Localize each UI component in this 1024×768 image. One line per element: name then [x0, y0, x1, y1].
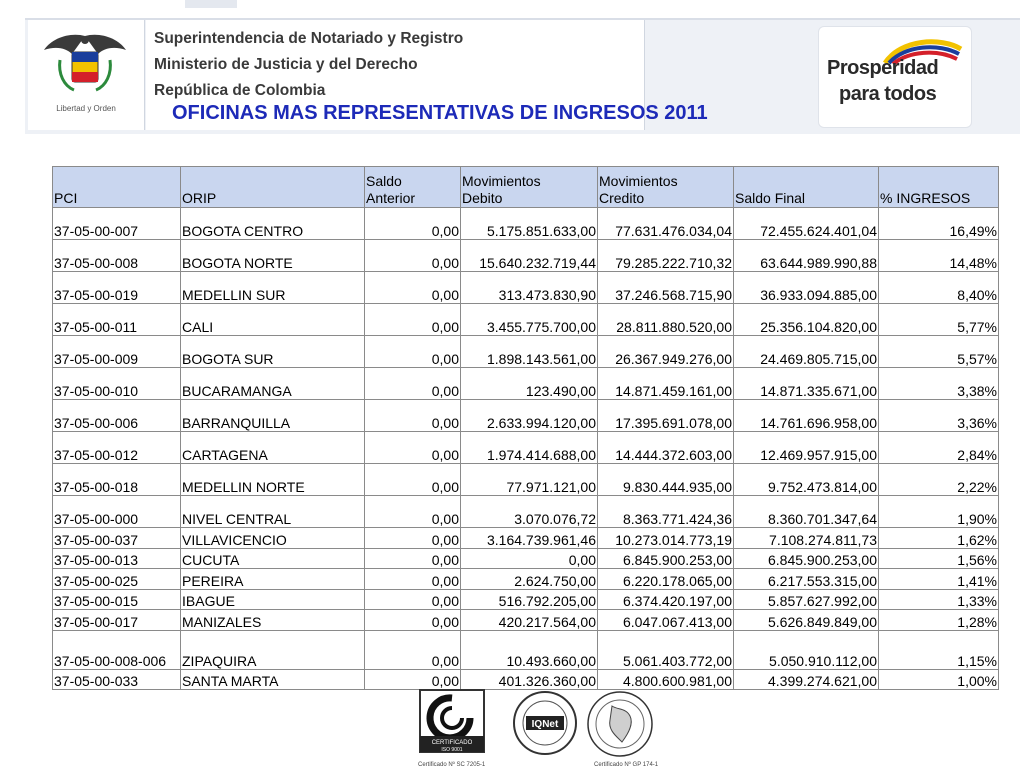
cell-credito: 6.047.067.413,00 — [598, 610, 734, 631]
cell-orip: CARTAGENA — [181, 432, 365, 464]
cell-credito: 17.395.691.078,00 — [598, 400, 734, 432]
cert1-sub: ISO 9001 — [441, 747, 463, 753]
cell-pci: 37-05-00-018 — [53, 464, 181, 496]
cell-saldo-anterior: 0,00 — [365, 336, 461, 368]
cell-ingresos: 1,00% — [879, 669, 999, 690]
cell-credito: 28.811.880.520,00 — [598, 304, 734, 336]
cell-saldo-final: 14.761.696.958,00 — [734, 400, 879, 432]
cell-orip: CUCUTA — [181, 548, 365, 569]
cell-debito: 1.898.143.561,00 — [461, 336, 598, 368]
cell-ingresos: 1,56% — [879, 548, 999, 569]
cell-orip: PEREIRA — [181, 569, 365, 590]
cell-debito: 2.624.750,00 — [461, 569, 598, 590]
prosperidad-logo — [818, 26, 972, 128]
cell-orip: NIVEL CENTRAL — [181, 496, 365, 528]
iqnet-seal-icon — [512, 690, 578, 756]
country-line: República de Colombia — [154, 82, 326, 99]
cell-credito: 77.631.476.034,04 — [598, 208, 734, 240]
cert1-number: Certificado Nº SC 7205-1 — [418, 762, 486, 768]
cell-orip: IBAGUE — [181, 589, 365, 610]
header-mov-debito — [461, 167, 598, 208]
cell-orip: MEDELLIN SUR — [181, 272, 365, 304]
cell-ingresos: 1,90% — [879, 496, 999, 528]
cell-saldo-final: 25.356.104.820,00 — [734, 304, 879, 336]
cell-pci: 37-05-00-008 — [53, 240, 181, 272]
cell-debito: 77.971.121,00 — [461, 464, 598, 496]
cell-ingresos: 1,28% — [879, 610, 999, 631]
crest-caption: Libertad y Orden — [56, 104, 116, 113]
cell-debito: 0,00 — [461, 548, 598, 569]
cell-saldo-anterior: 0,00 — [365, 548, 461, 569]
cell-ingresos: 3,36% — [879, 400, 999, 432]
cell-ingresos: 8,40% — [879, 272, 999, 304]
cell-debito: 3.455.775.700,00 — [461, 304, 598, 336]
cell-saldo-final: 14.871.335.671,00 — [734, 368, 879, 400]
table-row — [53, 368, 999, 400]
cell-pci: 37-05-00-015 — [53, 589, 181, 610]
cell-saldo-anterior: 0,00 — [365, 669, 461, 690]
cell-pci: 37-05-00-033 — [53, 669, 181, 690]
table-row — [53, 610, 999, 631]
cell-debito: 15.640.232.719,44 — [461, 240, 598, 272]
cell-saldo-anterior: 0,00 — [365, 589, 461, 610]
cell-saldo-final: 7.108.274.811,73 — [734, 528, 879, 549]
table-row — [53, 336, 999, 368]
cell-orip: SANTA MARTA — [181, 669, 365, 690]
cell-saldo-final: 12.469.957.915,00 — [734, 432, 879, 464]
table-row — [53, 400, 999, 432]
header-mov-credito-l2: Credito — [599, 190, 645, 206]
cell-pci: 37-05-00-037 — [53, 528, 181, 549]
cell-ingresos: 5,57% — [879, 336, 999, 368]
cell-debito: 2.633.994.120,00 — [461, 400, 598, 432]
income-table — [52, 166, 999, 690]
cell-saldo-final: 8.360.701.347,64 — [734, 496, 879, 528]
cell-credito: 4.800.600.981,00 — [598, 669, 734, 690]
cell-pci: 37-05-00-000 — [53, 496, 181, 528]
cell-debito: 10.493.660,00 — [461, 630, 598, 669]
table-row — [53, 528, 999, 549]
table-row — [53, 240, 999, 272]
cell-ingresos: 2,84% — [879, 432, 999, 464]
cell-credito: 6.220.178.065,00 — [598, 569, 734, 590]
table-row — [53, 569, 999, 590]
cell-saldo-final: 36.933.094.885,00 — [734, 272, 879, 304]
condor-crest-icon — [40, 30, 130, 100]
header-saldo-anterior-l1: Saldo — [366, 173, 402, 189]
cell-orip: BOGOTA NORTE — [181, 240, 365, 272]
table-row — [53, 496, 999, 528]
cell-orip: ZIPAQUIRA — [181, 630, 365, 669]
cert3-number: Certificado Nº GP 174-1 — [594, 762, 659, 768]
cell-orip: MEDELLIN NORTE — [181, 464, 365, 496]
cell-saldo-final: 5.626.849.849,00 — [734, 610, 879, 631]
table-row — [53, 432, 999, 464]
cell-saldo-anterior: 0,00 — [365, 496, 461, 528]
header-ingresos: % INGRESOS — [879, 167, 999, 208]
cell-saldo-anterior: 0,00 — [365, 304, 461, 336]
cell-pci: 37-05-00-025 — [53, 569, 181, 590]
cell-saldo-anterior: 0,00 — [365, 400, 461, 432]
cell-debito: 1.974.414.688,00 — [461, 432, 598, 464]
cell-ingresos: 14,48% — [879, 240, 999, 272]
cell-credito: 26.367.949.276,00 — [598, 336, 734, 368]
cell-pci: 37-05-00-012 — [53, 432, 181, 464]
cell-orip: CALI — [181, 304, 365, 336]
cell-debito: 420.217.564,00 — [461, 610, 598, 631]
cell-debito: 123.490,00 — [461, 368, 598, 400]
cell-orip: BUCARAMANGA — [181, 368, 365, 400]
cell-pci: 37-05-00-006 — [53, 400, 181, 432]
iso-certificate-seal-icon — [418, 688, 486, 762]
cell-pci: 37-05-00-013 — [53, 548, 181, 569]
cell-saldo-anterior: 0,00 — [365, 432, 461, 464]
table-row — [53, 464, 999, 496]
header-orip: ORIP — [181, 167, 365, 208]
table-row — [53, 272, 999, 304]
cell-ingresos: 1,62% — [879, 528, 999, 549]
page-title: OFICINAS MAS REPRESENTATIVAS DE INGRESOS 2011 — [172, 102, 708, 124]
cell-debito: 313.473.830,90 — [461, 272, 598, 304]
cell-orip: VILLAVICENCIO — [181, 528, 365, 549]
ministry-line: Ministerio de Justicia y del Derecho — [154, 56, 418, 73]
cert1-label: CERTIFICADO — [431, 740, 473, 746]
cell-saldo-anterior: 0,00 — [365, 464, 461, 496]
table-row — [53, 630, 999, 669]
cell-ingresos: 1,33% — [879, 589, 999, 610]
cell-credito: 14.871.459.161,00 — [598, 368, 734, 400]
cell-saldo-final: 6.217.553.315,00 — [734, 569, 879, 590]
cell-saldo-final: 9.752.473.814,00 — [734, 464, 879, 496]
cell-orip: BARRANQUILLA — [181, 400, 365, 432]
header-pci: PCI — [53, 167, 181, 208]
cell-credito: 8.363.771.424,36 — [598, 496, 734, 528]
cell-ingresos: 16,49% — [879, 208, 999, 240]
cell-saldo-anterior: 0,00 — [365, 528, 461, 549]
header-mov-debito-l1: Movimientos — [462, 173, 541, 189]
table-row — [53, 208, 999, 240]
cell-pci: 37-05-00-010 — [53, 368, 181, 400]
logo-text-line1: Prosperidad — [827, 57, 939, 79]
cell-credito: 6.845.900.253,00 — [598, 548, 734, 569]
cell-saldo-anterior: 0,00 — [365, 208, 461, 240]
cell-ingresos: 3,38% — [879, 368, 999, 400]
cell-credito: 37.246.568.715,90 — [598, 272, 734, 304]
cell-credito: 5.061.403.772,00 — [598, 630, 734, 669]
cell-saldo-final: 72.455.624.401,04 — [734, 208, 879, 240]
cell-saldo-anterior: 0,00 — [365, 569, 461, 590]
cell-orip: BOGOTA SUR — [181, 336, 365, 368]
header-saldo-final: Saldo Final — [734, 167, 879, 208]
cell-credito: 79.285.222.710,32 — [598, 240, 734, 272]
header-saldo-anterior — [365, 167, 461, 208]
cell-ingresos: 1,15% — [879, 630, 999, 669]
cell-credito: 10.273.014.773,19 — [598, 528, 734, 549]
header-saldo-anterior-l2: Anterior — [366, 190, 416, 206]
cell-orip: MANIZALES — [181, 610, 365, 631]
cell-saldo-anterior: 0,00 — [365, 272, 461, 304]
cell-pci: 37-05-00-008-006 — [53, 630, 181, 669]
header-mov-credito — [598, 167, 734, 208]
header-mov-debito-l2: Debito — [462, 190, 503, 206]
cell-pci: 37-05-00-007 — [53, 208, 181, 240]
table-header-row — [53, 167, 999, 208]
cell-saldo-anterior: 0,00 — [365, 610, 461, 631]
cell-saldo-final: 63.644.989.990,88 — [734, 240, 879, 272]
cell-saldo-anterior: 0,00 — [365, 368, 461, 400]
cert2-label: IQNet — [531, 719, 559, 730]
cell-pci: 37-05-00-009 — [53, 336, 181, 368]
table-row — [53, 548, 999, 569]
certification-seals — [418, 688, 658, 768]
cell-orip: BOGOTA CENTRO — [181, 208, 365, 240]
table-row — [53, 304, 999, 336]
cell-debito: 3.070.076,72 — [461, 496, 598, 528]
cell-debito: 516.792.205,00 — [461, 589, 598, 610]
cell-saldo-anterior: 0,00 — [365, 630, 461, 669]
cell-ingresos: 1,41% — [879, 569, 999, 590]
cell-pci: 37-05-00-019 — [53, 272, 181, 304]
cell-saldo-final: 4.399.274.621,00 — [734, 669, 879, 690]
cell-credito: 6.374.420.197,00 — [598, 589, 734, 610]
table-row — [53, 589, 999, 610]
cell-saldo-anterior: 0,00 — [365, 240, 461, 272]
cell-debito: 5.175.851.633,00 — [461, 208, 598, 240]
cell-saldo-final: 5.857.627.992,00 — [734, 589, 879, 610]
header-mov-credito-l1: Movimientos — [599, 173, 678, 189]
cell-credito: 9.830.444.935,00 — [598, 464, 734, 496]
top-bar-stub — [185, 0, 237, 8]
cell-ingresos: 2,22% — [879, 464, 999, 496]
cell-saldo-final: 6.845.900.253,00 — [734, 548, 879, 569]
cell-saldo-final: 5.050.910.112,00 — [734, 630, 879, 669]
cell-debito: 3.164.739.961,46 — [461, 528, 598, 549]
table-row — [53, 669, 999, 690]
org-name-line: Superintendencia de Notariado y Registro — [154, 30, 464, 47]
cell-pci: 37-05-00-017 — [53, 610, 181, 631]
cell-debito: 401.326.360,00 — [461, 669, 598, 690]
coat-of-arms-logo — [28, 20, 145, 130]
national-seal-icon — [586, 690, 654, 758]
cell-saldo-final: 24.469.805.715,00 — [734, 336, 879, 368]
cell-pci: 37-05-00-011 — [53, 304, 181, 336]
cell-credito: 14.444.372.603,00 — [598, 432, 734, 464]
logo-text-line2: para todos — [839, 83, 937, 105]
cell-ingresos: 5,77% — [879, 304, 999, 336]
